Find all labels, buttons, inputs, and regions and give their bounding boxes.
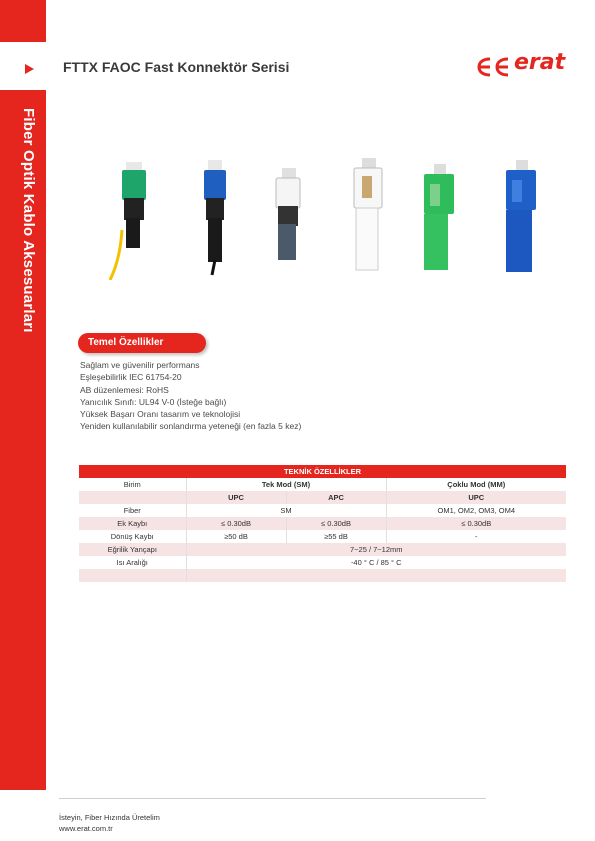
sidebar-label: Fiber Optik Kablo Aksesuarları	[20, 108, 37, 333]
spec-table-title: TEKNİK ÖZELLİKLER	[79, 465, 566, 478]
footer-slogan: İsteyin, Fiber Hızında Üretelim	[59, 813, 160, 822]
spec-header-birim: Birim	[123, 480, 141, 489]
erat-logo-mark-icon	[476, 55, 512, 79]
spec-cell: 7~25 / 7~12mm	[186, 543, 566, 556]
spec-cell: ≥55 dB	[286, 530, 386, 543]
feature-item: Yüksek Başarı Oranı tasarım ve teknolojisi	[80, 409, 241, 420]
sidebar-top-block	[0, 0, 46, 42]
erat-logo	[476, 50, 576, 79]
spec-empty-cell	[79, 491, 186, 504]
spec-row-label: Dönüş Kaybı	[110, 532, 154, 541]
title-arrow-icon	[25, 64, 34, 74]
spec-row-label: Fiber	[123, 506, 141, 515]
spec-row-label: Eğrilik Yançapı	[79, 543, 186, 556]
spec-cell: -40 ° C / 85 ° C	[186, 556, 566, 569]
spec-cell: ≤ 0.30dB	[186, 517, 286, 530]
spec-cell: ≥50 dB	[186, 530, 286, 543]
features-badge: Temel Özellikler	[78, 333, 206, 353]
connector-blue	[204, 160, 226, 275]
connector-green-yellow-cable	[110, 162, 146, 280]
spec-sub-apc: APC	[286, 491, 386, 504]
spec-cell: -	[386, 530, 566, 543]
spec-cell: ≤ 0.30dB	[286, 517, 386, 530]
page-title: FTTX FAOC Fast Konnektör Serisi	[63, 59, 290, 75]
spec-header-sm: Tek Mod (SM)	[186, 478, 386, 491]
spec-cell: ≤ 0.30dB	[386, 517, 566, 530]
features-list	[80, 359, 301, 433]
logo-text: erat	[514, 50, 566, 75]
spec-empty-cell	[186, 569, 566, 582]
connector-white	[354, 158, 382, 270]
connector-blue-long	[506, 160, 536, 272]
spec-row-label: Ek Kaybı	[79, 517, 186, 530]
spec-empty-cell	[79, 569, 186, 582]
footer-website-link[interactable]: www.erat.com.tr	[59, 824, 113, 833]
connector-green	[424, 164, 454, 270]
spec-row-label: Isı Aralığı	[116, 558, 148, 567]
spec-cell: OM1, OM2, OM3, OM4	[386, 504, 566, 517]
feature-item: Yanıcılık Sınıfı: UL94 V-0 (İsteğe bağlı)	[80, 396, 227, 407]
spec-header-mm: Çoklu Mod (MM)	[386, 478, 566, 491]
feature-item: AB düzenlemesi: RoHS	[80, 384, 169, 395]
feature-item: Yeniden kullanılabilir sonlandırma yeteneği (en fazla 5 kez)	[80, 421, 302, 432]
spec-table	[79, 465, 566, 582]
spec-sub-upc: UPC	[186, 491, 286, 504]
feature-item: Eşleşebilirlik IEC 61754-20	[80, 372, 182, 383]
footer	[59, 812, 160, 834]
connector-products-image	[100, 150, 570, 280]
spec-cell: SM	[186, 504, 386, 517]
feature-item: Sağlam ve güvenilir performans	[80, 360, 200, 370]
spec-sub-mm-upc: UPC	[386, 491, 566, 504]
footer-divider	[59, 798, 486, 799]
connector-white-black	[276, 168, 300, 260]
sidebar	[0, 0, 46, 841]
